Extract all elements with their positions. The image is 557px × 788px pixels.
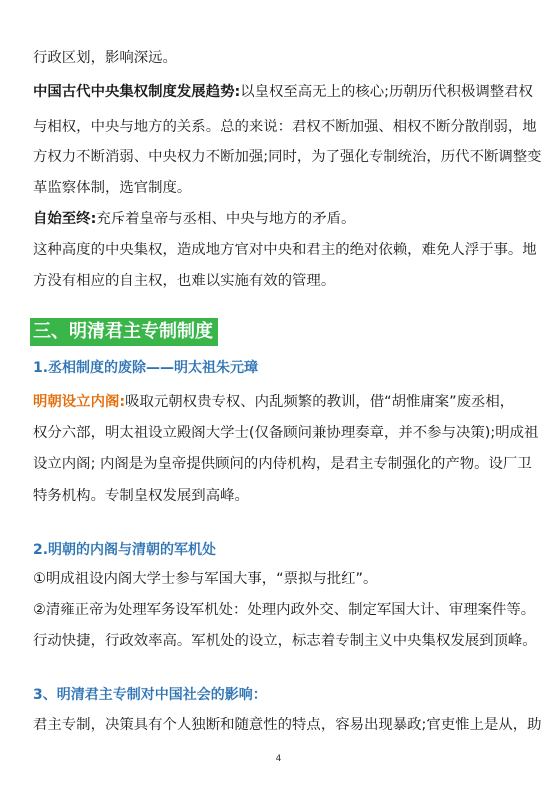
paragraph-line: 权分六部，明太祖设立殿阁大学士(仅备顾问兼协理奏章，并不参与决策);明成祖 [33, 425, 539, 441]
section-title: 三、明清君主专制制度 [30, 318, 218, 346]
paragraph-line [33, 392, 533, 412]
paragraph-text: 以皇权至高无上的核心;历朝历代积极调整君权 [240, 84, 533, 100]
list-item: ②清雍正帝为处理军务设军机处：处理内政外交、制定军国大计、审理案件等。 [33, 602, 536, 618]
paragraph-text: 充斥着皇帝与丞相、中央与地方的矛盾。 [96, 211, 356, 227]
paragraph-line [33, 82, 533, 102]
paragraph-text: 吸取元朝权贵专权、内乱频繁的教训，借“胡惟庸案”废丞相， [125, 394, 515, 410]
paragraph-line: 这种高度的中央集权，造成地方官对中央和君主的绝对依赖，难免人浮于事。地 [33, 242, 537, 258]
summary-label: 自始至终: [33, 211, 97, 227]
list-item: ①明成祖设内阁大学士参与军国大事，“票拟与批红”。 [33, 571, 378, 587]
sub-heading-3: 3、明清君主专制对中国社会的影响： [33, 687, 267, 703]
lead-label: 明朝设立内阁: [33, 394, 126, 410]
paragraph-line: 设立内阁; 内阁是为皇帝提供顾问的内侍机构，是君主专制强化的产物。设厂卫 [33, 456, 532, 472]
paragraph-line [33, 209, 533, 229]
paragraph-line: 方权力不断消弱、中央权力不断加强;同时，为了强化专制统治，历代不断调整变 [33, 149, 542, 165]
paragraph-line: 行动快捷，行政效率高。军机处的设立，标志着专制主义中央集权发展到顶峰。 [33, 633, 537, 649]
paragraph-line: 特务机构。专制皇权发展到高峰。 [33, 488, 249, 504]
sub-heading-2: 2.明朝的内阁与清朝的军机处 [33, 542, 217, 558]
paragraph-line: 君主专制，决策具有个人独断和随意性的特点，容易出现暴政;官吏惟上是从，助 [33, 717, 542, 733]
sub-heading-1: 1.丞相制度的废除——明太祖朱元璋 [33, 360, 259, 376]
paragraph-line: 革监察体制，选官制度。 [33, 180, 192, 196]
paragraph-line: 方没有相应的自主权，也难以实施有效的管理。 [33, 273, 336, 289]
trend-label: 中国古代中央集权制度发展趋势: [33, 84, 241, 100]
paragraph-line: 行政区划，影响深远。 [33, 50, 177, 66]
paragraph-line: 与相权，中央与地方的关系。总的来说：君权不断加强、相权不断分散削弱，地 [33, 119, 537, 135]
page-number: 4 [275, 754, 282, 764]
